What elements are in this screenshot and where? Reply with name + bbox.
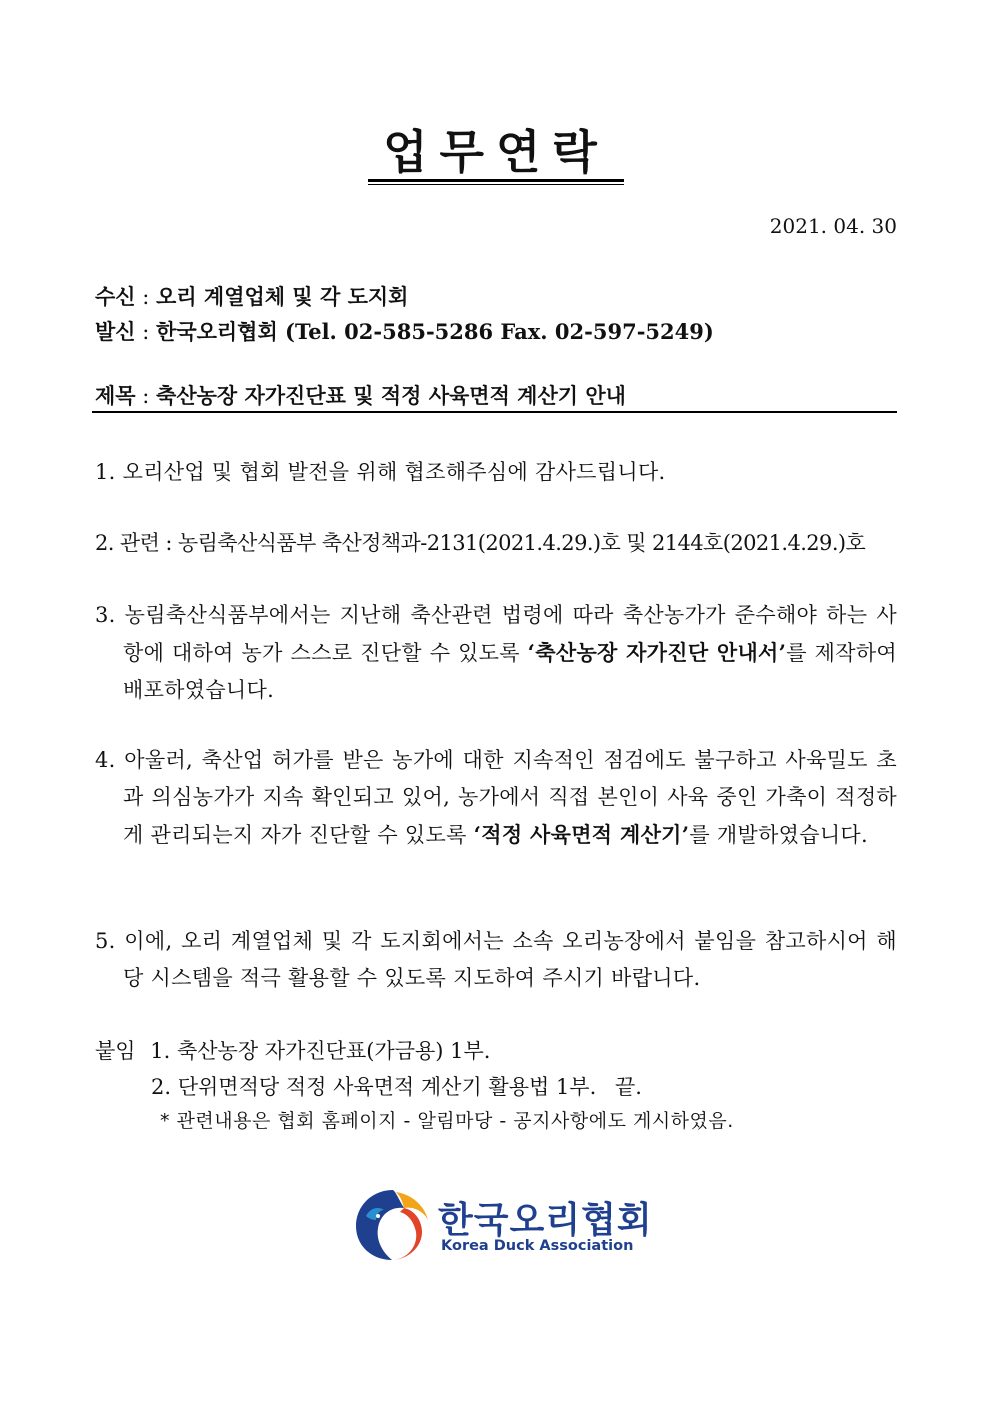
title-underline [368,179,624,182]
item-4-text [95,742,897,854]
attachment-1-text: 1. 축산농장 자가진단표(가금용) 1부. [150,1039,491,1063]
recipient-line: 수신 : 오리 계열업체 및 각 도지회 [95,284,409,309]
item-1 [95,454,897,491]
item-3-emphasis: ‘축산농장 자가진단 안내서’ [527,640,787,665]
attachment-1 [95,1033,490,1070]
logo-name-korean: 한국오리협회 [438,1200,653,1241]
item-3-text [95,597,897,709]
attachment-label: 붙임 [95,1039,136,1063]
title-underline-thin [368,184,624,185]
duck-logo-icon [352,1186,434,1264]
item-5 [95,923,897,997]
subject-value: 축산농장 자가진단표 및 적정 사육면적 계산기 안내 [156,383,626,408]
footnote: * 관련내용은 협회 홈페이지 - 알림마당 - 공지사항에도 게시하였음. [160,1110,734,1132]
attachment-2 [151,1069,642,1106]
recipient-label: 수신 [95,284,136,309]
subject-label: 제목 [95,383,136,408]
logo-red-swoosh [394,1208,422,1260]
sender-label: 발신 [95,319,136,344]
item-2-text: 2. 관련 : 농림축산식품부 축산정책과-2131(2021.4.29.)호 및 2144호(2021.4.29.)호 [95,531,866,555]
attachment-2-text: 2. 단위면적당 적정 사육면적 계산기 활용법 1부. [151,1075,597,1099]
logo-blue-swoosh [356,1190,404,1260]
end-mark: 끝. [614,1075,642,1099]
item-3 [95,597,897,709]
item-4 [95,742,897,854]
recipient-value: 오리 계열업체 및 각 도지회 [156,284,409,309]
subject-divider [92,411,897,413]
item-4-post: 를 개발하였습니다. [689,823,868,847]
item-2 [95,525,897,562]
sender-value: 한국오리협회 (Tel. 02-585-5286 Fax. 02-597-5249) [156,319,714,344]
subject-line: 제목 : 축산농장 자가진단표 및 적정 사육면적 계산기 안내 [95,383,626,408]
document-date: 2021. 04. 30 [769,214,897,238]
item-5-text: 5. 이에, 오리 계열업체 및 각 도지회에서는 소속 오리농장에서 붙임을 참고하시어 해당 시스템을 적극 활용할 수 있도록 지도하여 주시기 바랍니다. [95,929,897,990]
document-title: 업무연락 [383,125,609,179]
item-4-emphasis: ‘적정 사육면적 계산기’ [473,822,690,847]
item-4-pre: 4. 아울러, 축산업 허가를 받은 농가에 대한 지속적인 점검에도 불구하고 사육밀도 초과 의심농가가 지속 확인되고 있어, 농가에서 직접 본인이 사육 중인 가축이 적정하게 관리되는지 자가 진단할 수 있도록 [95,748,897,847]
item-3-pre: 3. 농림축산식품부에서는 지난해 축산관련 법령에 따라 축산농가가 준수해야 하는 사항에 대하여 농가 스스로 진단할 수 있도록 [95,603,897,665]
logo-duck-eye [376,1214,380,1218]
item-3-post: 를 제작하여 배포하였습니다. [123,641,897,702]
item-1-text: 1. 오리산업 및 협회 발전을 위해 협조해주심에 감사드립니다. [95,460,666,484]
sender-line: 발신 : 한국오리협회 (Tel. 02-585-5286 Fax. 02-597-5249) [95,319,714,344]
logo-name-english: Korea Duck Association [441,1238,634,1254]
